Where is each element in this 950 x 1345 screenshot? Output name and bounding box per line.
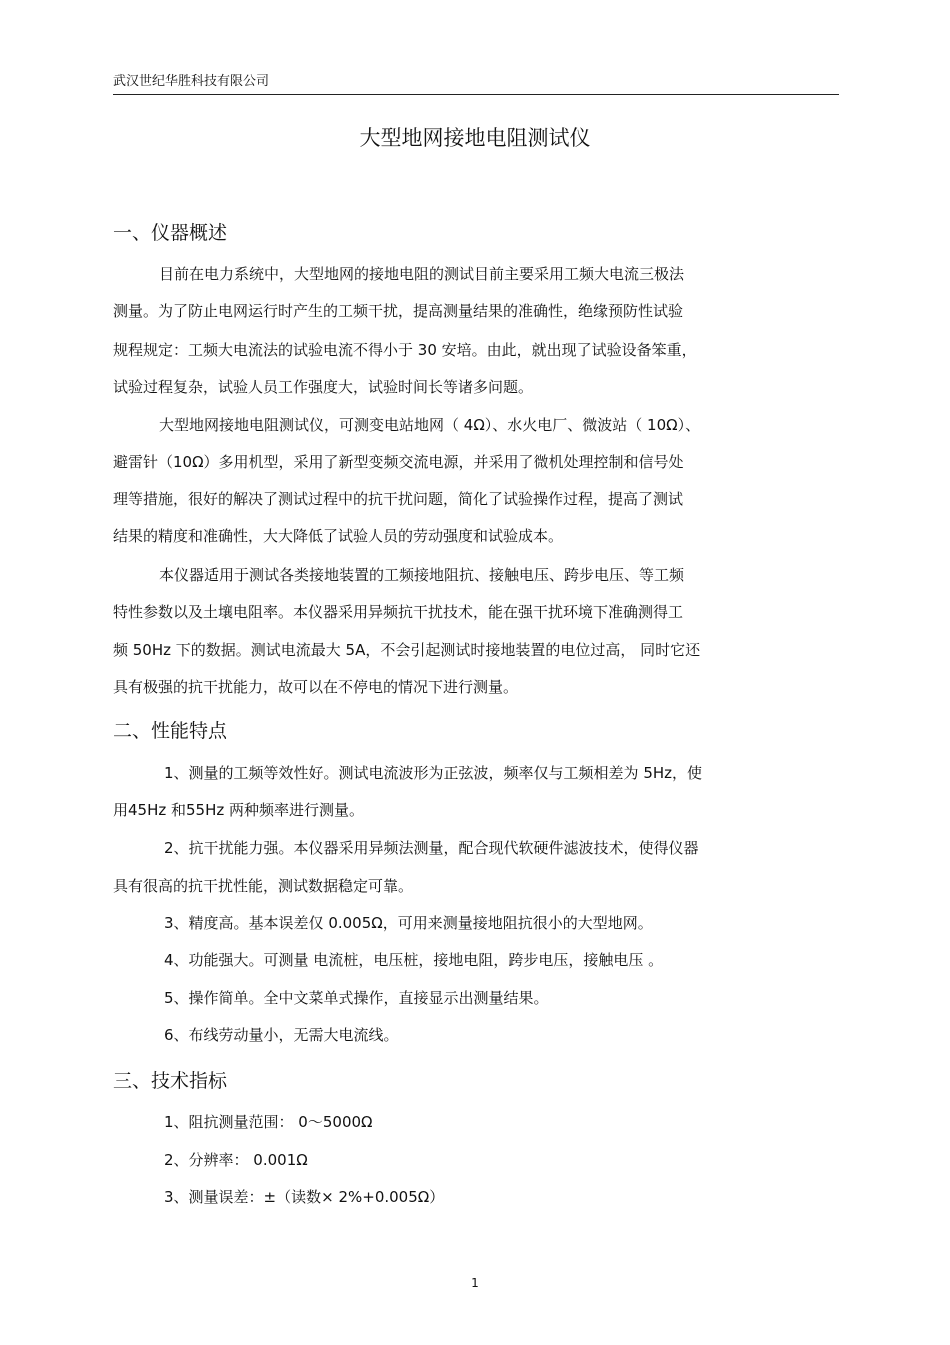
feature-line: 1、测量的工频等效性好。测试电流波形为正弦波，频率仅与工频相差为 5Hz，使: [164, 764, 703, 782]
section-heading-specs: 三、技术指标: [113, 1070, 228, 1092]
paragraph-line: 理等措施，很好的解决了测试过程中的抗干扰问题，简化了试验操作过程，提高了测试: [113, 490, 684, 508]
section-heading-overview: 一、仪器概述: [113, 222, 228, 244]
spec-line: 2、分辨率： 0.001Ω: [164, 1151, 308, 1169]
feature-line: 5、操作简单。全中文菜单式操作，直接显示出测量结果。: [164, 989, 549, 1007]
paragraph-line: 测量。为了防止电网运行时产生的工频干扰，提高测量结果的准确性，绝缘预防性试验: [113, 302, 684, 320]
feature-line: 6、布线劳动量小，无需大电流线。: [164, 1026, 399, 1044]
feature-line: 具有很高的抗干扰性能，测试数据稳定可靠。: [113, 877, 414, 895]
paragraph-line: 本仪器适用于测试各类接地装置的工频接地阻抗、接触电压、跨步电压、等工频: [159, 566, 685, 584]
feature-line: 用45Hz 和55Hz 两种频率进行测量。: [113, 801, 365, 819]
feature-line: 2、抗干扰能力强。本仪器采用异频法测量，配合现代软硬件滤波技术，使得仪器: [164, 839, 699, 857]
paragraph-line: 具有极强的抗干扰能力，故可以在不停电的情况下进行测量。: [113, 678, 519, 696]
feature-line: 3、精度高。基本误差仅 0.005Ω，可用来测量接地阻抗很小的大型地网。: [164, 914, 653, 932]
paragraph-line: 规程规定：工频大电流法的试验电流不得小于 30 安培。由此，就出现了试验设备笨重，: [113, 341, 697, 359]
paragraph-line: 试验过程复杂，试验人员工作强度大，试验时间长等诸多问题。: [113, 378, 534, 396]
page-number: 1: [471, 1276, 479, 1290]
feature-line: 4、功能强大。可测量 电流桩，电压桩，接地电阻，跨步电压，接触电压 。: [164, 951, 664, 969]
paragraph-line: 目前在电力系统中，大型地网的接地电阻的测试目前主要采用工频大电流三极法: [159, 265, 685, 283]
paragraph-line: 大型地网接地电阻测试仪，可测变电站地网（ 4Ω）、水火电厂、微波站（ 10Ω）、: [159, 416, 701, 434]
paragraph-line: 结果的精度和准确性，大大降低了试验人员的劳动强度和试验成本。: [113, 527, 564, 545]
document-title: 大型地网接地电阻测试仪: [359, 126, 591, 150]
header-divider: [113, 94, 839, 95]
paragraph-line: 避雷针（10Ω）多用机型，采用了新型变频交流电源，并采用了微机处理控制和信号处: [113, 453, 684, 471]
spec-line: 3、测量误差：±（读数× 2%+0.005Ω）: [164, 1188, 445, 1206]
paragraph-line: 频 50Hz 下的数据。测试电流最大 5A，不会引起测试时接地装置的电位过高， 同时它还: [113, 641, 701, 659]
spec-line: 1、阻抗测量范围： 0～5000Ω: [164, 1113, 373, 1131]
section-heading-features: 二、性能特点: [113, 720, 228, 742]
company-header: 武汉世纪华胜科技有限公司: [113, 74, 270, 89]
paragraph-line: 特性参数以及土壤电阻率。本仪器采用异频抗干扰技术，能在强干扰环境下准确测得工: [113, 603, 684, 621]
